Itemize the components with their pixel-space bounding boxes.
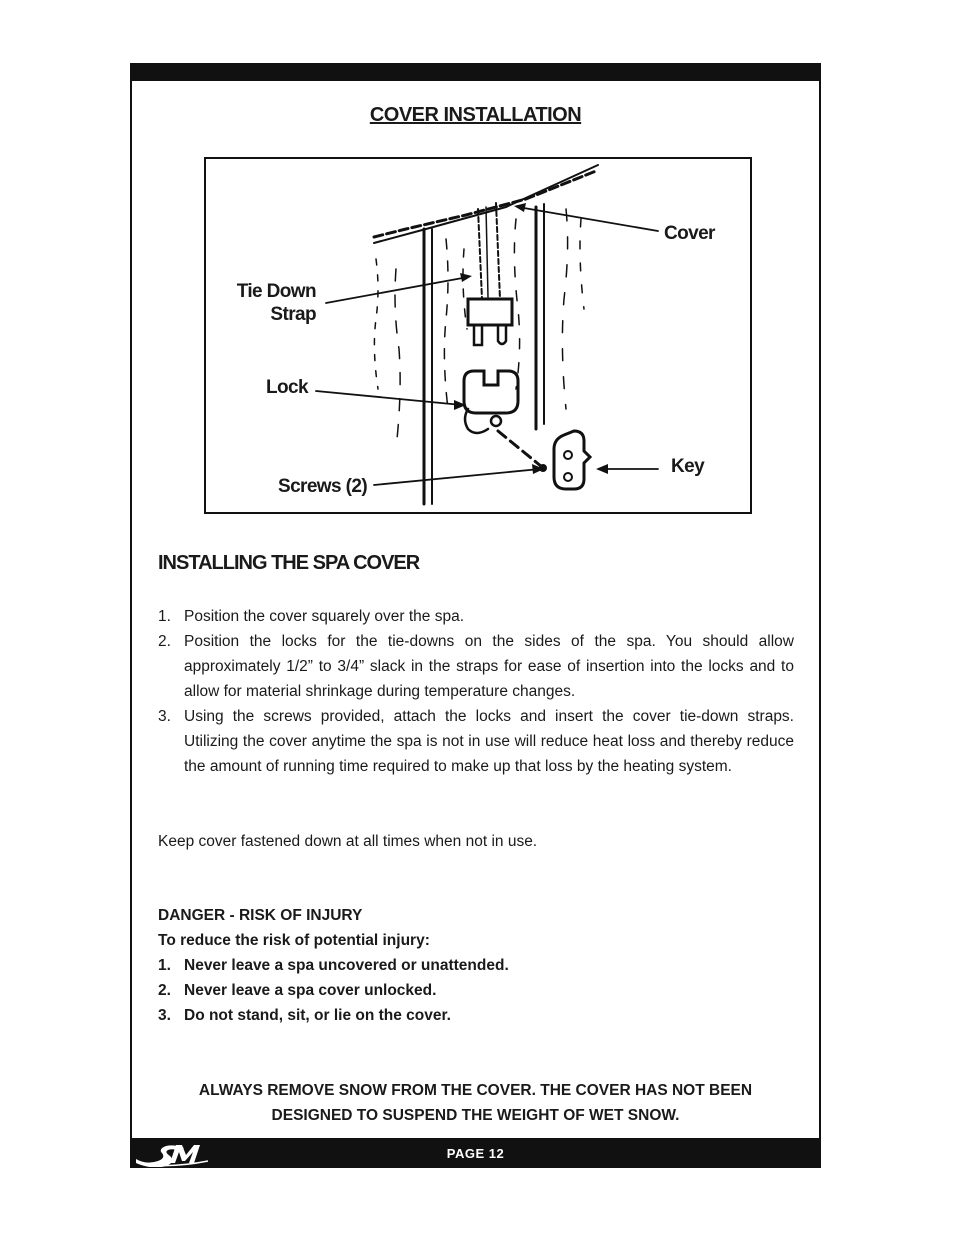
step-number: 3. (158, 708, 171, 725)
list-item (158, 604, 794, 629)
step-number: 2. (158, 633, 171, 650)
page-title: COVER INSTALLATION (369, 104, 582, 126)
snow-notice (130, 1078, 821, 1128)
label-key: Key (671, 456, 705, 477)
snow-notice-line2: DESIGNED TO SUSPEND THE WEIGHT OF WET SNOW. (271, 1107, 680, 1124)
cover-installation-diagram (204, 157, 752, 514)
step-text: Position the locks for the tie-downs on the sides of the spa. You should allow approximately 1/2” to 3/4” slack in the straps for ease of insertion into the locks and to allow for material shrinkage during temperature changes. (184, 633, 794, 700)
danger-number: 2. (158, 982, 171, 999)
list-item (158, 1003, 509, 1028)
snow-notice-line1: ALWAYS REMOVE SNOW FROM THE COVER. THE COVER HAS NOT BEEN (198, 1082, 753, 1099)
step-text: Position the cover squarely over the spa. (184, 608, 465, 625)
list-item (158, 629, 794, 704)
danger-text: Do not stand, sit, or lie on the cover. (184, 1007, 451, 1024)
list-item (158, 704, 794, 779)
label-screws: Screws (2) (278, 476, 368, 497)
danger-list (158, 953, 509, 1028)
keep-fastened-note: Keep cover fastened down at all times when not in use. (158, 833, 538, 850)
label-lock: Lock (266, 377, 308, 398)
label-tie-down-line1: Tie Down (236, 281, 316, 302)
label-cover: Cover (664, 223, 715, 244)
danger-heading: DANGER - RISK OF INJURY (158, 907, 363, 924)
danger-intro: To reduce the risk of potential injury: (158, 932, 430, 949)
danger-text: Never leave a spa uncovered or unattended. (184, 957, 509, 974)
section-heading: INSTALLING THE SPA COVER (158, 552, 420, 574)
danger-number: 1. (158, 957, 171, 974)
danger-text: Never leave a spa cover unlocked. (184, 982, 437, 999)
label-tie-down-line2: Strap (270, 304, 316, 325)
danger-number: 3. (158, 1007, 171, 1024)
step-text: Using the screws provided, attach the locks and insert the cover tie-down straps. Utilizing the cover anytime the spa is not in use will reduce heat loss and thereby reduce the amount of running time required to make up that loss by the heating system. (184, 708, 794, 775)
installation-steps (158, 604, 794, 779)
step-number: 1. (158, 608, 171, 625)
page-number: PAGE 12 (446, 1146, 505, 1161)
list-item (158, 953, 509, 978)
list-item (158, 978, 509, 1003)
danger-block (158, 903, 430, 953)
